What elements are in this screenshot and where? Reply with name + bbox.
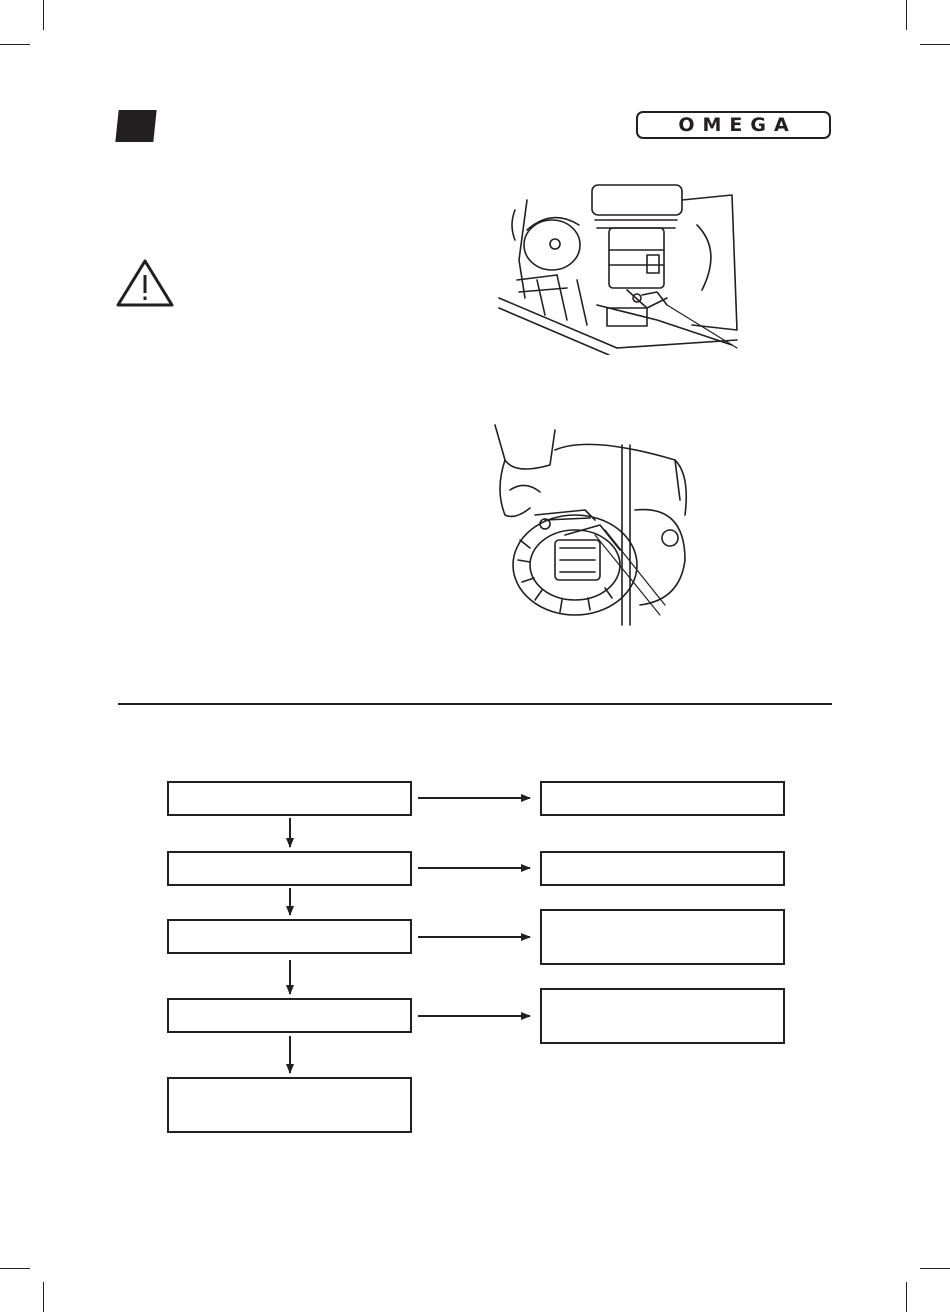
- brand-logo: OMEGA: [636, 111, 831, 139]
